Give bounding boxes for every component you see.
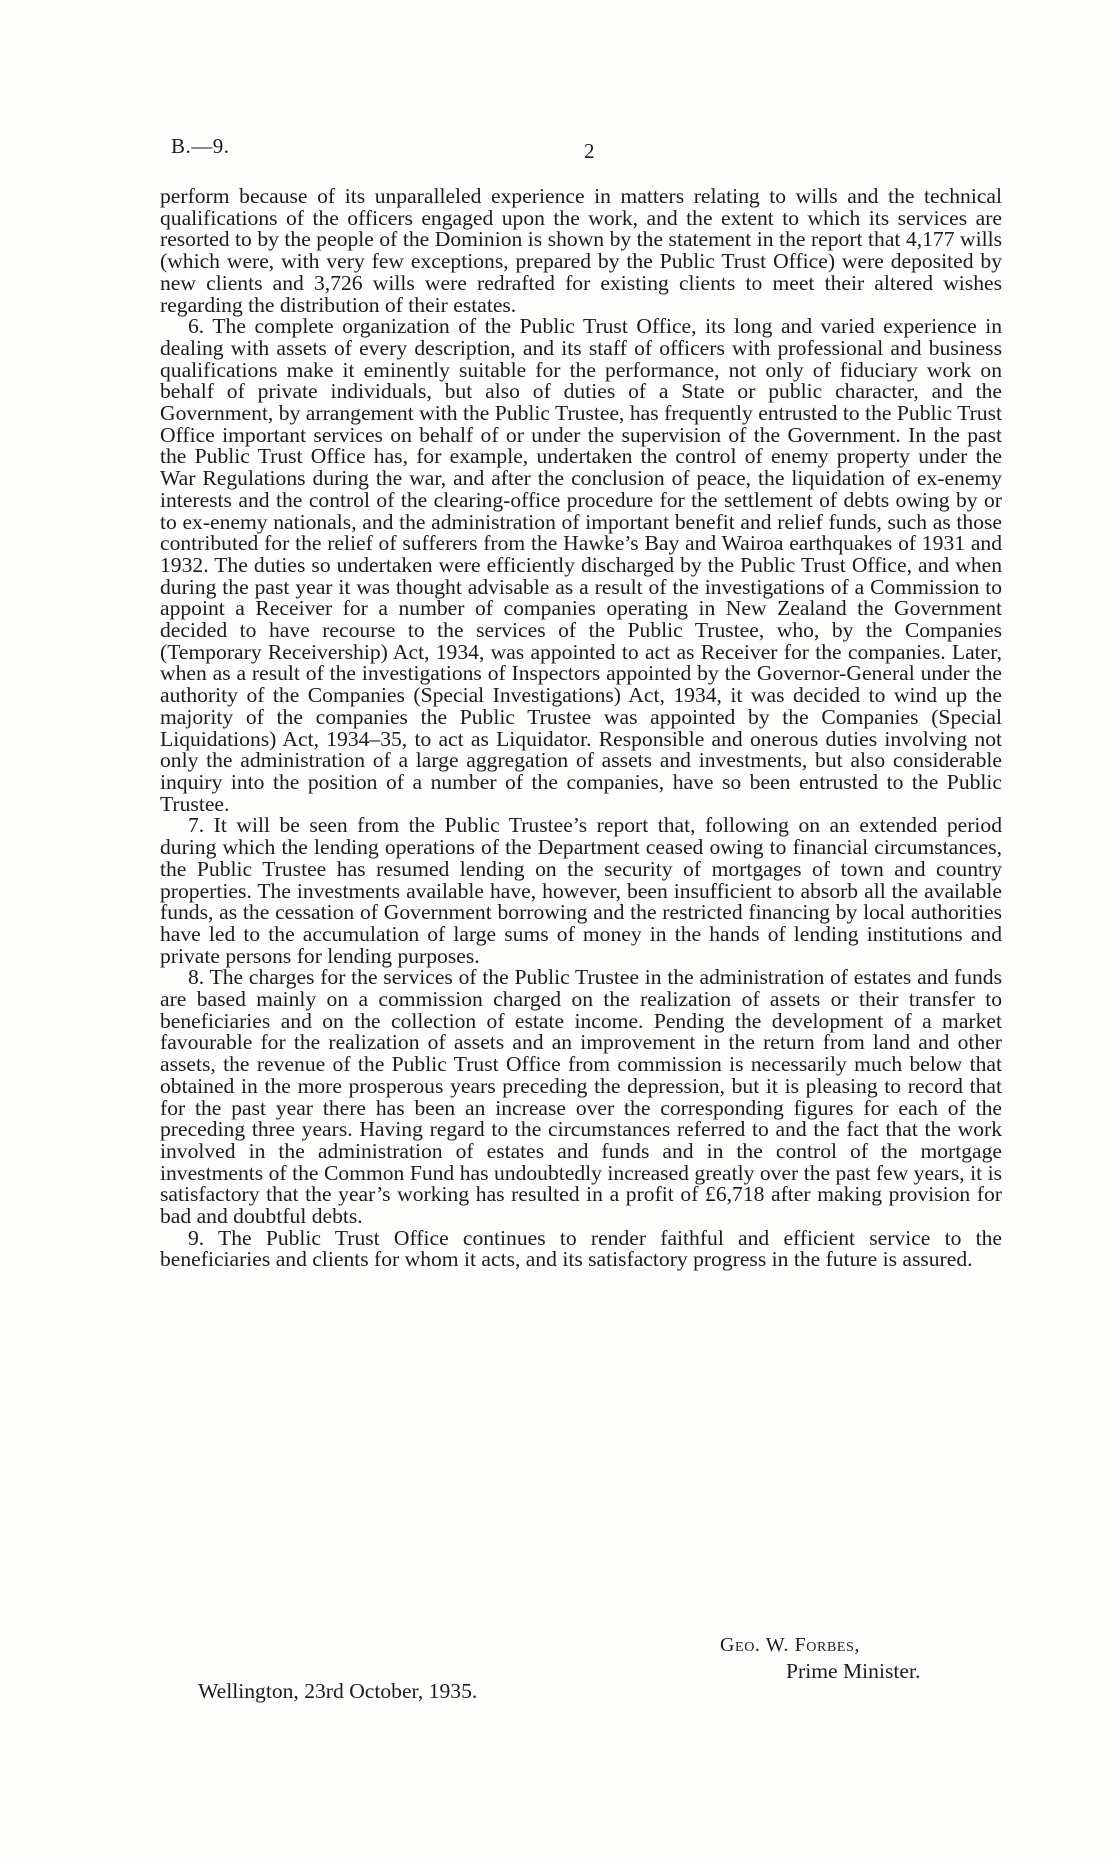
paragraph-9: 9. The Public Trust Office continues to render faithful and efficient service to the beneficiaries and clients for whom it acts, and its satisfactory progress in the future is assured.	[160, 1225, 1002, 1272]
signatory-name: Geo. W. Forbes,	[720, 1634, 861, 1656]
paragraph-6: 6. The complete organization of the Public Trust Office, its long and varied experience in dealing with assets of every description, and its staff of officers with professional and business qualifications make it eminently suitable for the performance, not only of fiduciary work on behalf of private individuals, but also of duties of a State or public character, and the Government, by arrangement with the Public Trustee, has frequently entrusted to the Public Trust Office important services on behalf of or under the supervision of the Government. In the past the Public Trust Office has, for example, undertaken the control of enemy property under the War Regulations during the war, and after the conclusion of peace, the liquidation of ex-enemy interests and the control of the clearing-office procedure for the settlement of debts owing by or to ex-enemy nationals, and the administration of important benefit and relief funds, such as those contributed for the relief of sufferers from the Hawke’s Bay and Wairoa earthquakes of 1931 and 1932. The duties so undertaken were efficiently discharged by the Public Trust Office, and when during the past year it was thought advisable as a result of the investigations of a Commission to appoint a Receiver for a number of companies operating in New Zealand the Government decided to have recourse to the services of the Public Trustee, who, by the Companies (Temporary Receivership) Act, 1934, was appointed to act as Receiver for the companies. Later, when as a result of the investigations of Inspectors appointed by the Governor-General under the authority of the Companies (Special Investigations) Act, 1934, it was decided to wind up the majority of the companies the Public Trustee was appointed by the Companies (Special Liquidations) Act, 1934–35, to act as Liquidator. Responsible and onerous duties involving not only the administration of a large aggregation of assets and investments, but also considerable inquiry into the position of a number of the companies, have so been entrusted to the Public Trustee.	[160, 314, 1002, 816]
signatory-title: Prime Minister.	[786, 1659, 921, 1683]
paragraph-8: 8. The charges for the services of the Public Trustee in the administration of estates and funds are based mainly on a commission charged on the realization of assets or their transfer to beneficiaries and on the collection of estate income. Pending the development of a market favourable for the realization of assets and an improvement in the return from land and other assets, the revenue of the Public Trust Office from commission is necessarily much below that obtained in the more prosperous years preceding the depression, but it is pleasing to record that for the past year there has been an increase over the corresponding figures for each of the preceding three years. Having regard to the circumstances referred to and the fact that the work involved in the administration of estates and funds and in the control of the mortgage investments of the Common Fund has undoubtedly increased greatly over the past few years, it is satisfactory that the year’s working has resulted in a profit of £6,718 after making provision for bad and doubtful debts.	[160, 965, 1002, 1229]
body-text	[160, 186, 1002, 1271]
place-and-date: Wellington, 23rd October, 1935.	[198, 1679, 478, 1703]
page-number: 2	[584, 139, 595, 163]
document-reference: B.—9.	[171, 134, 230, 158]
paragraph-continued: perform because of its unparalleled experience in matters relating to wills and the technical qualifications of the officers engaged upon the work, and the extent to which its services are resorted to by the people of the Dominion is shown by the statement in the report that 4,177 wills (which were, with very few exceptions, prepared by the Public Trust Office) were deposited by new clients and 3,726 wills were redrafted for existing clients to meet their altered wishes regarding the distribution of their estates.	[160, 184, 1002, 317]
paragraph-7: 7. It will be seen from the Public Trustee’s report that, following on an extended period during which the lending operations of the Department ceased owing to financial circumstances, the Public Trustee has resumed lending on the security of mortgages of town and country properties. The investments available have, however, been insufficient to absorb all the available funds, as the cessation of Government borrowing and the restricted financing by local authorities have led to the accumulation of large sums of money in the hands of lending institutions and private persons for lending purposes.	[160, 813, 1002, 968]
